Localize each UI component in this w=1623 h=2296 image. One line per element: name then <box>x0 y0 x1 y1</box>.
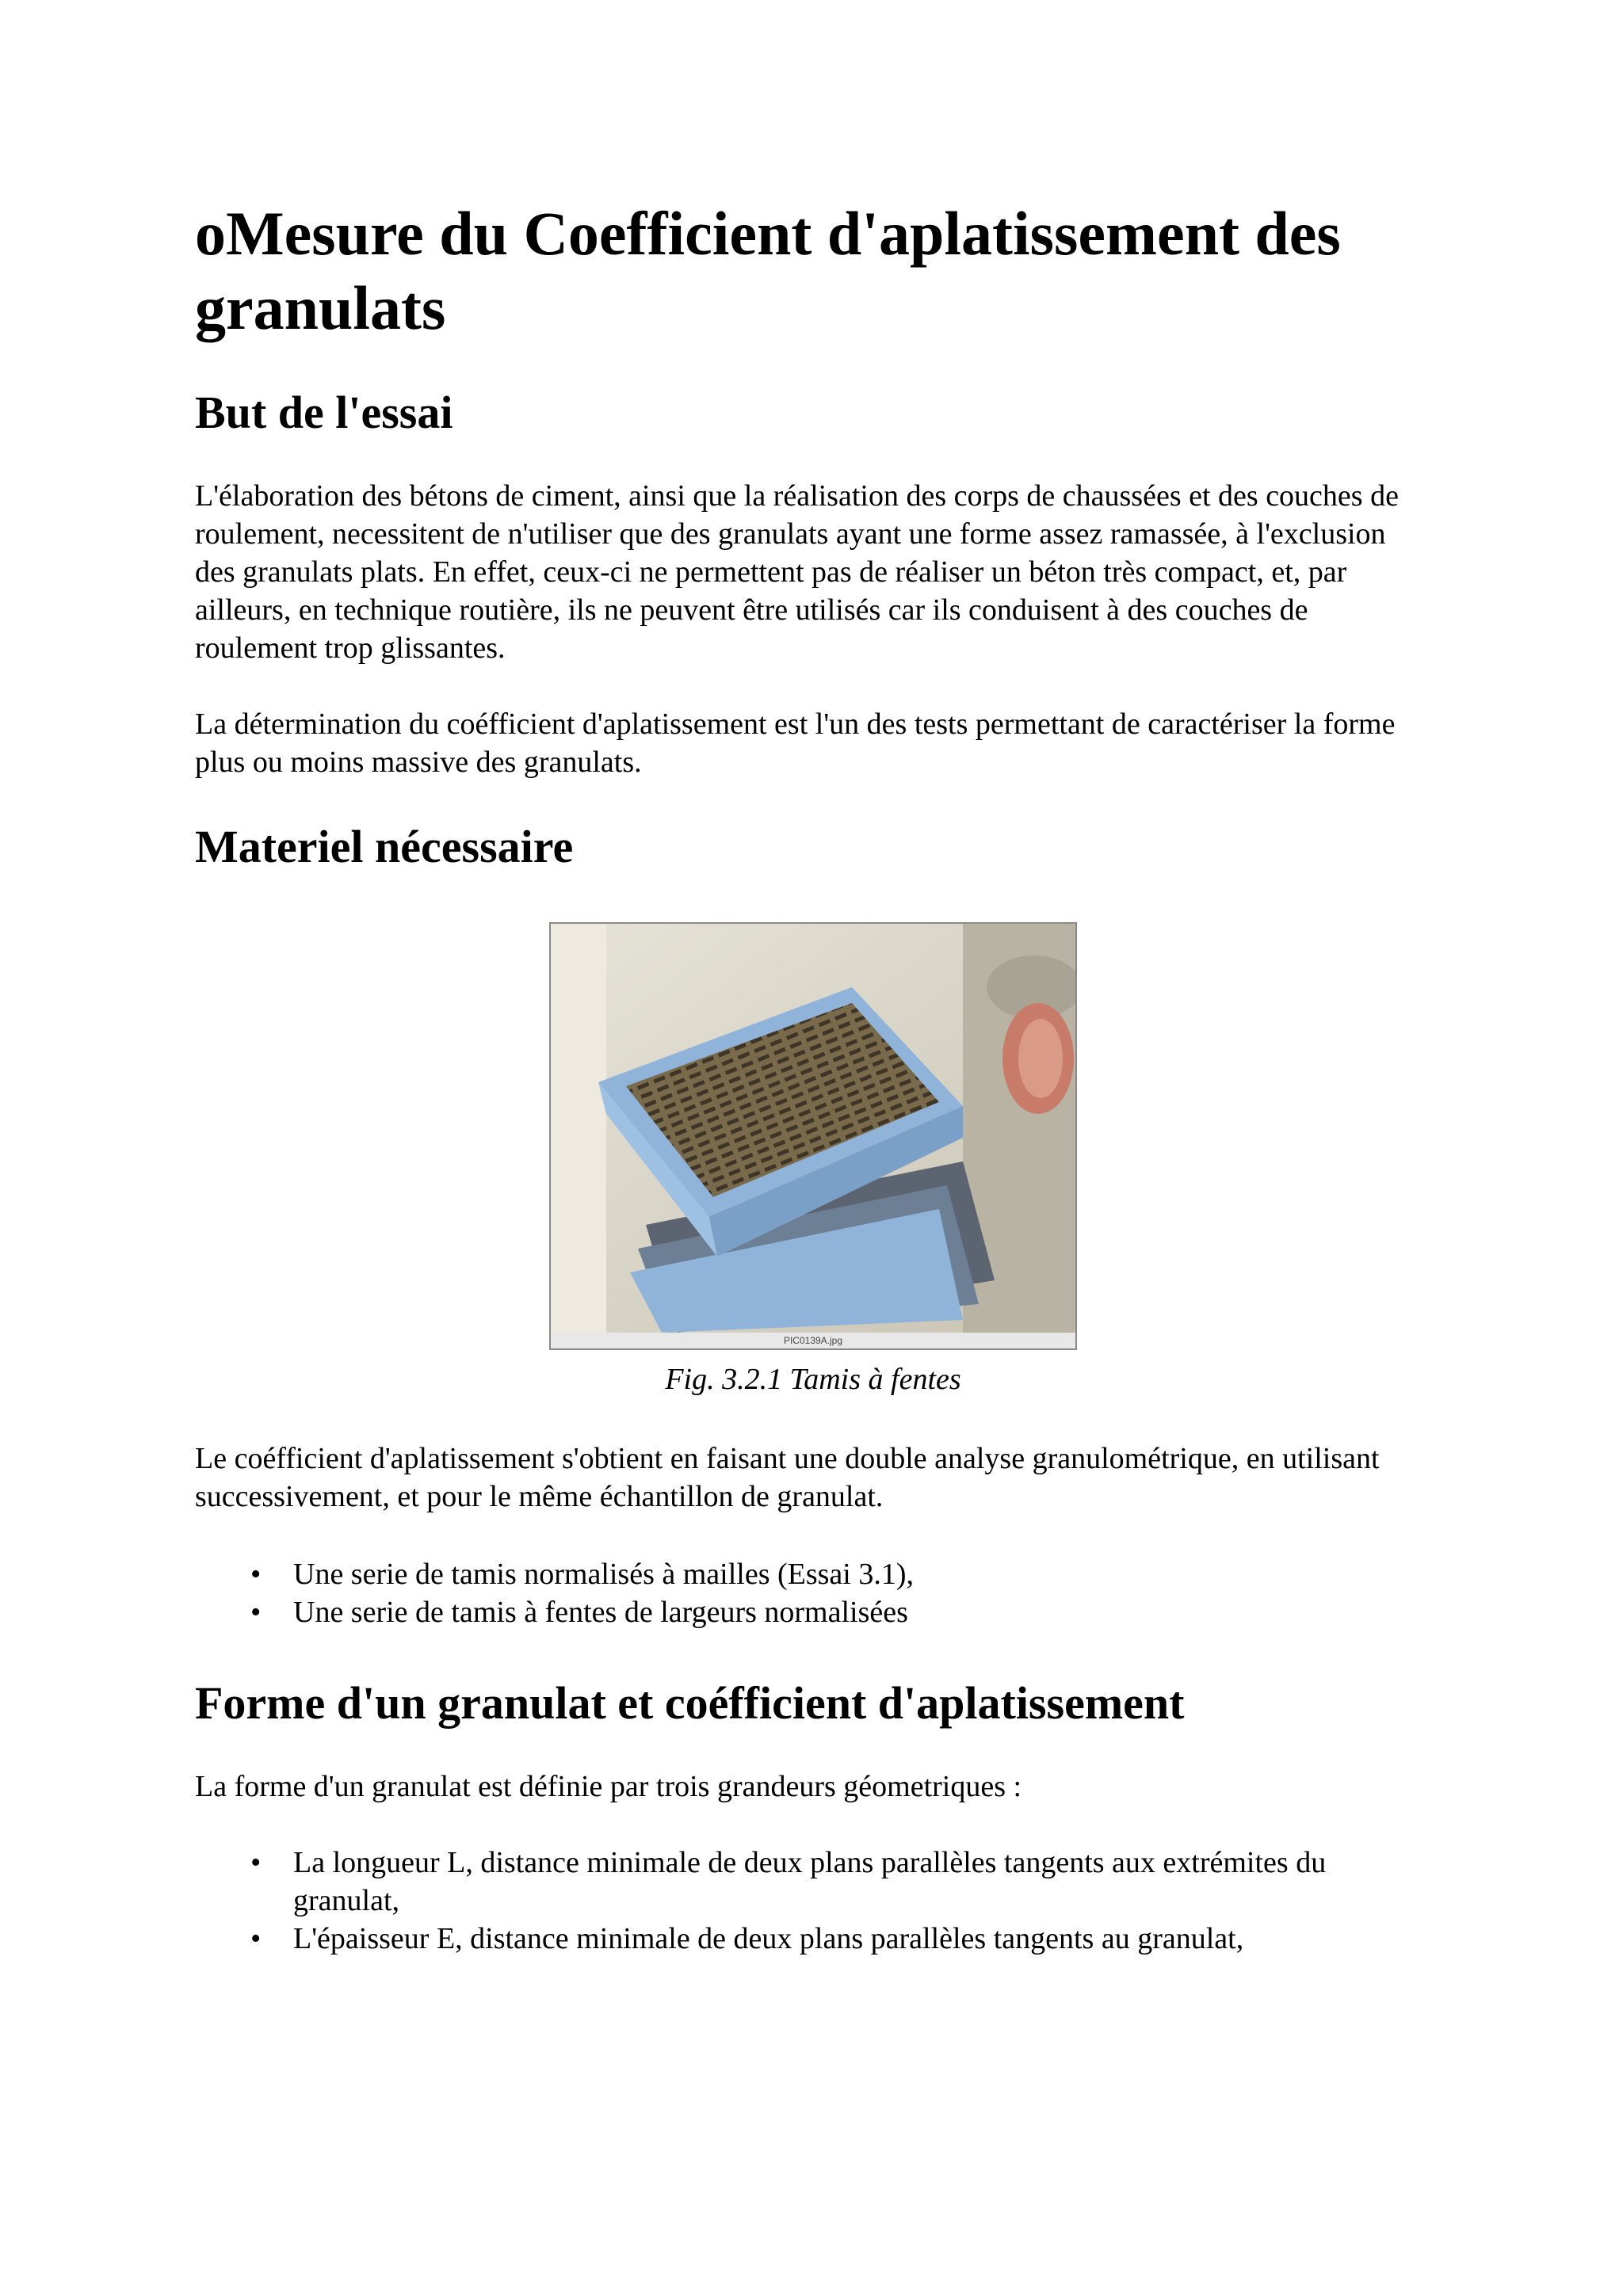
bullet-icon: • <box>250 1558 262 1591</box>
list-item <box>195 1555 1431 1593</box>
list-item-text: La longueur L, distance minimale de deux plans parallèles tangents aux extrémites du granulat, <box>293 1846 1327 1917</box>
paragraph-but-2: La détermination du coéfficient d'aplatissement est l'un des tests permettant de caractériser la forme plus ou moins massive des granulats. <box>195 707 1396 779</box>
sieve-photo-illustration <box>551 924 1075 1333</box>
sieve-photo <box>549 922 1077 1350</box>
photo-file-label: PIC0139A.jpg <box>551 1333 1075 1348</box>
section-heading-but: But de l'essai <box>195 387 453 438</box>
figure <box>195 922 1431 1398</box>
paragraph-materiel: Le coéfficient d'aplatissement s'obtient en faisant une double analyse granulométrique, en utilisant successivement, et pour le même échantillon de granulat. <box>195 1442 1380 1513</box>
section-heading-materiel: Materiel nécessaire <box>195 821 574 872</box>
list-item-text: L'épaisseur E, distance minimale de deux plans parallèles tangents au granulat, <box>293 1922 1244 1955</box>
document-page <box>195 196 1431 1958</box>
paragraph-forme: La forme d'un granulat est définie par trois grandeurs géometriques : <box>195 1770 1022 1803</box>
forme-list <box>195 1844 1431 1958</box>
list-item-text: Une serie de tamis normalisés à mailles (Essai 3.1), <box>293 1558 915 1591</box>
figure-caption: Fig. 3.2.1 Tamis à fentes <box>665 1363 961 1396</box>
bullet-icon: • <box>250 1596 262 1629</box>
materiel-list <box>195 1555 1431 1631</box>
section-heading-forme: Forme d'un granulat et coéfficient d'aplatissement <box>195 1677 1185 1729</box>
list-item <box>195 1920 1431 1958</box>
list-item <box>195 1844 1431 1920</box>
page-title: oMesure du Coefficient d'aplatissement des granulats <box>195 199 1341 342</box>
list-item-text: Une serie de tamis à fentes de largeurs normalisées <box>293 1596 908 1629</box>
bullet-icon: • <box>250 1922 262 1955</box>
paragraph-but-1: L'élaboration des bétons de ciment, ainsi que la réalisation des corps de chaussées et des couches de roulement, necessitent de n'utiliser que des granulats ayant une forme assez ramassée, à l'exclusion des granulats plats. En effet, ceux-ci ne permettent pas de réaliser un béton très compact, et, par ailleurs, en technique routière, ils ne peuvent être utilisés car ils conduisent à des couches de roulement trop glissantes. <box>195 479 1399 665</box>
list-item <box>195 1593 1431 1631</box>
bullet-icon: • <box>250 1846 262 1879</box>
